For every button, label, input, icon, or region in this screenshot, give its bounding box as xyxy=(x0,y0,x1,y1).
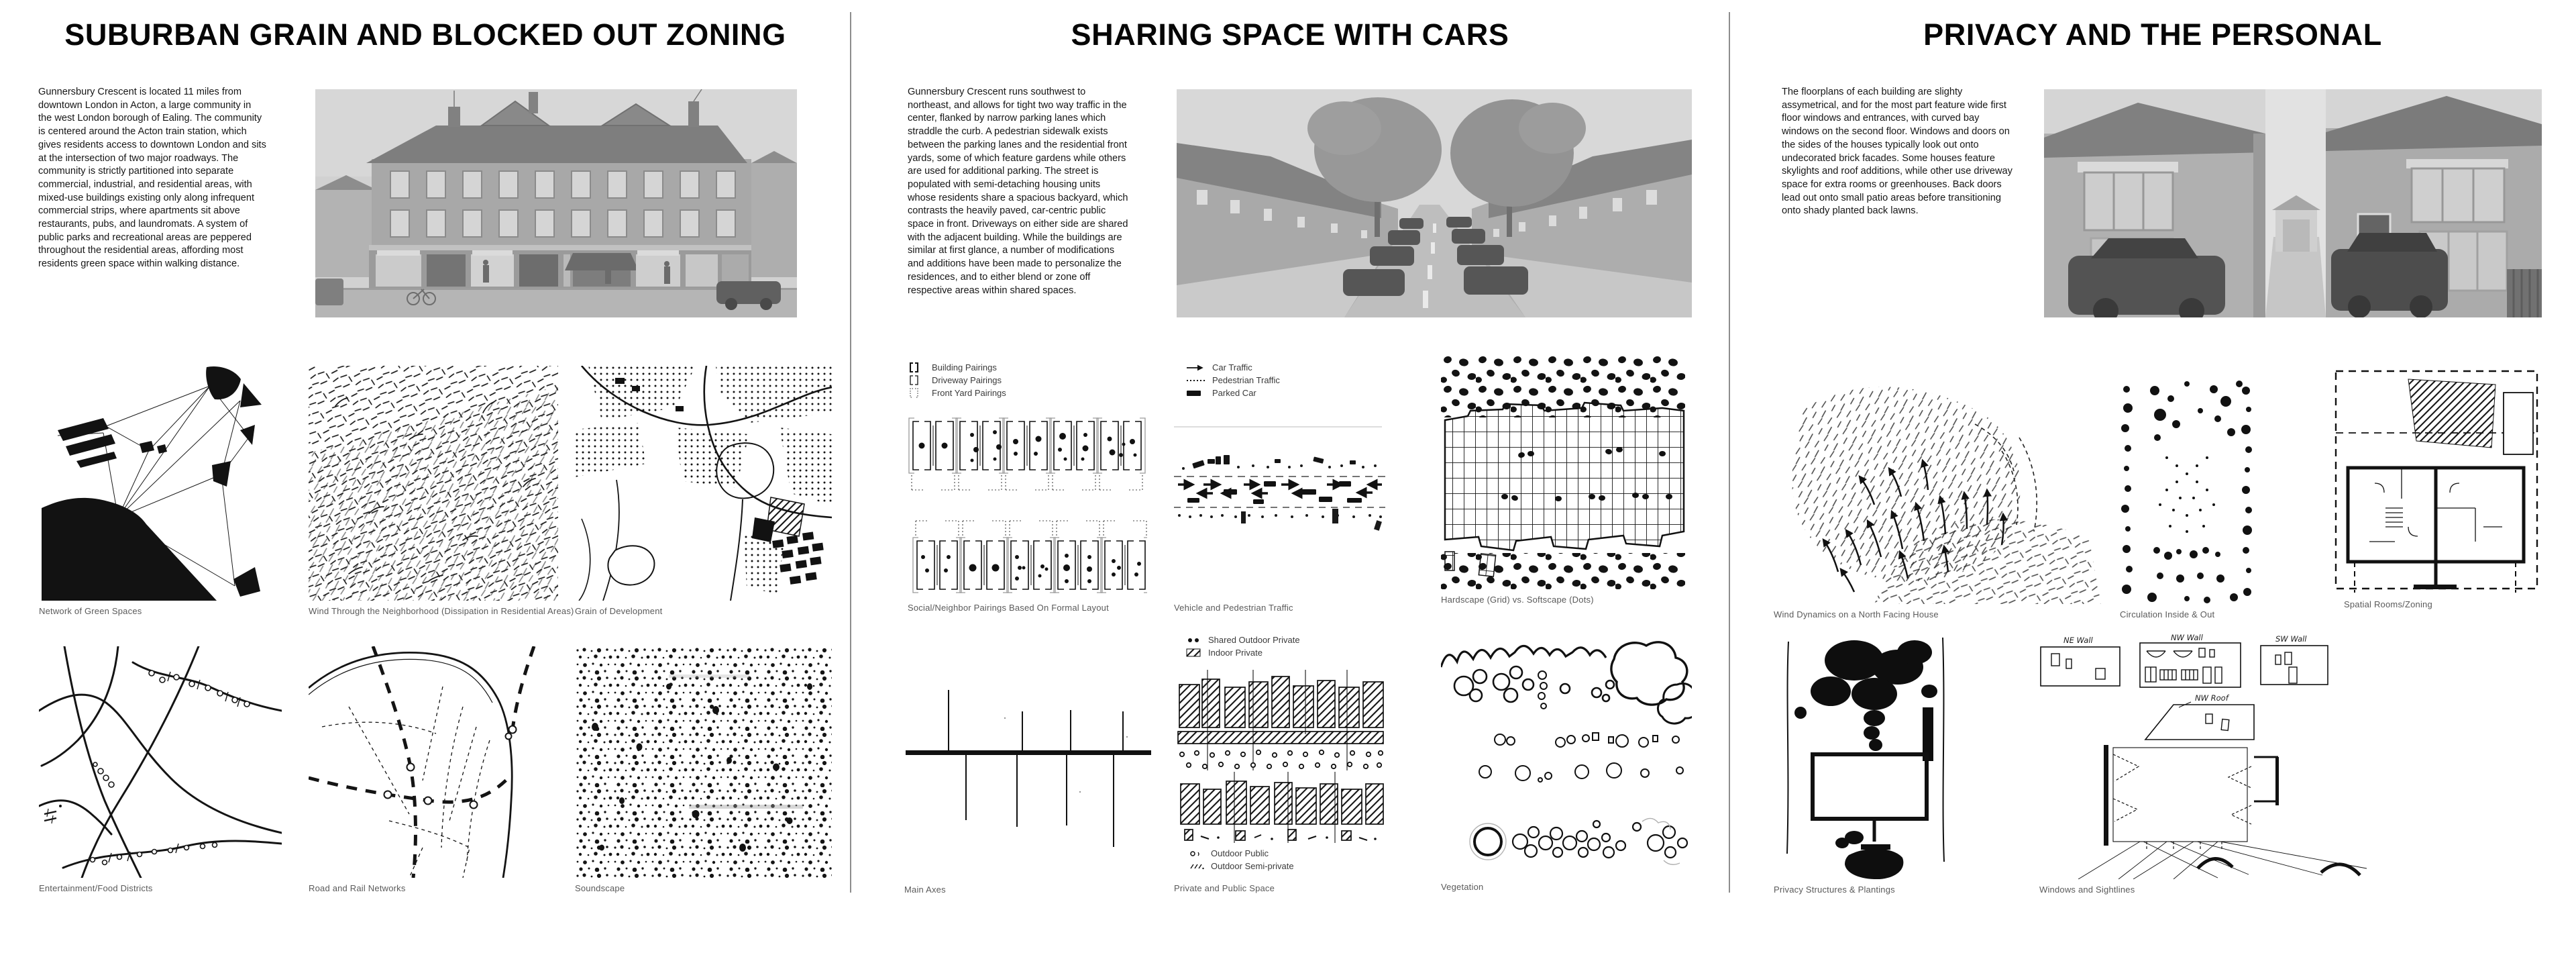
figure-circulation xyxy=(2120,370,2254,619)
panel-intro-paragraph: The floorplans of each building are slighty assymetrical, and for the most part feature wide first floor windows and entrances, with curved bay windows on the second floor. Windows and doors on the sides of the houses typically look out onto undecorated brick facades. Some houses feature skylights and roof additions, while other use driveway space for extra rooms or greenhouses. Back doors lead out onto small patio areas before transitioning onto shady planted back lawns. xyxy=(1782,87,2012,217)
legend-label: Outdoor Public xyxy=(1211,848,1269,858)
wind-dynamics-drawing xyxy=(1774,370,2101,604)
legend-private-top xyxy=(1186,634,1300,659)
soundscape-drawing xyxy=(575,646,832,878)
outdoor-semi-private-icon xyxy=(1189,862,1205,870)
road-rail-networks-drawing xyxy=(309,646,558,878)
privacy-structures-drawing xyxy=(1774,632,2006,879)
entertainment-food-districts-drawing xyxy=(39,646,282,878)
circulation-drawing xyxy=(2120,370,2254,604)
legend-private-bottom xyxy=(1189,847,1294,872)
legend-item-front-yard-pairings xyxy=(910,387,1006,399)
social-pairings-drawing xyxy=(908,415,1147,597)
figure-caption: Vegetation xyxy=(1441,882,1484,892)
front-yard-pairings-icon xyxy=(910,388,926,398)
wall-label-ne: NE Wall xyxy=(2063,636,2093,645)
legend-label: Front Yard Pairings xyxy=(932,388,1006,398)
photo-street-view xyxy=(1177,89,1692,317)
legend-pairings xyxy=(910,361,1006,399)
legend-item-driveway-pairings xyxy=(910,374,1006,387)
legend-item-indoor-private xyxy=(1186,646,1300,659)
legend-item-shared-outdoor-private xyxy=(1186,634,1300,646)
wind-dissipation-drawing xyxy=(309,366,558,601)
figure-caption: Vehicle and Pedestrian Traffic xyxy=(1174,603,1293,613)
figure-grain-of-development xyxy=(575,366,832,616)
figure-wind-dynamics xyxy=(1774,370,2101,619)
panel-title: SHARING SPACE WITH CARS xyxy=(1071,17,1509,52)
outdoor-public-icon xyxy=(1189,850,1205,858)
legend-label: Outdoor Semi-private xyxy=(1211,861,1294,871)
pedestrian-traffic-icon xyxy=(1186,377,1206,385)
roof-label-nw: NW Roof xyxy=(2195,693,2229,703)
figure-caption: Soundscape xyxy=(575,883,625,893)
spatial-zoning-drawing xyxy=(2328,366,2546,594)
building-pairings-icon xyxy=(910,362,926,372)
windows-sightlines-drawing xyxy=(2039,632,2415,879)
panel-intro-paragraph: Gunnersbury Crescent is located 11 miles from downtown London in Acton, a large community in the west London borough of Ealing. The community is centered around the Acton train station, which gives residents access to downtown London and sits at the intersection of two major roadways. The community is strictly partitioned into separate commercial, industrial, and residential areas, with mixed-use buildings existing only along infrequent commercial strips, where apartments sit above restaurants, pubs, and laundromats. A system of public parks and recreational areas are peppered throughout the residential areas, affording most residents green space within walking distance. xyxy=(38,87,266,270)
figure-caption: Spatial Rooms/Zoning xyxy=(2344,599,2432,609)
photo-street-corner-parade xyxy=(315,89,797,317)
parked-car-icon xyxy=(1186,389,1206,397)
legend-label: Building Pairings xyxy=(932,362,997,372)
panel-intro-paragraph: Gunnersbury Crescent runs southwest to northeast, and allows for tight two way traffic in the center, flanked by narrow parking lanes which straddle the curb. A pedestrian sidewalk exists between the parking lanes and the residential front yards, some of which feature gardens while others are used for additional parking. The street is populated with semi-detaching housing units whose residents share a spacious backyard, which contrasts the heavily paved, car-centric public space in front. Driveways on either side are shared with the adjacent building. While the buildings are similar at first glance, a number of modifications and additions have been made to personalize the residences, and to either blend or zone off respective areas within shared spaces. xyxy=(908,87,1128,296)
main-axes-drawing xyxy=(904,678,1154,879)
figure-caption: Grain of Development xyxy=(575,606,663,616)
figure-private-public-space xyxy=(1174,670,1385,843)
figure-caption: Social/Neighbor Pairings Based On Formal Layout xyxy=(908,603,1109,613)
legend-label: Pedestrian Traffic xyxy=(1212,375,1280,385)
legend-item-car-traffic xyxy=(1186,361,1280,374)
car-traffic-arrow-icon xyxy=(1186,364,1206,372)
panel-divider-1 xyxy=(850,12,851,893)
legend-label: Parked Car xyxy=(1212,388,1256,398)
private-public-space-drawing xyxy=(1174,670,1385,843)
figure-hardscape-softscape xyxy=(1441,354,1685,605)
legend-item-pedestrian-traffic xyxy=(1186,374,1280,387)
figure-road-rail-networks xyxy=(309,646,558,893)
figure-caption: Hardscape (Grid) vs. Softscape (Dots) xyxy=(1441,595,1594,605)
legend-traffic xyxy=(1186,361,1280,399)
indoor-private-icon xyxy=(1186,648,1202,657)
panel-divider-2 xyxy=(1729,12,1730,893)
figure-soundscape xyxy=(575,646,832,893)
figure-caption: Private and Public Space xyxy=(1174,883,1275,893)
network-of-green-spaces-drawing xyxy=(39,366,262,601)
figure-wind-dissipation xyxy=(309,366,574,616)
figure-caption: Wind Through the Neighborhood (Dissipation in Residential Areas) xyxy=(309,606,574,616)
figure-windows-sightlines xyxy=(2039,632,2415,895)
figure-caption: Windows and Sightlines xyxy=(2039,885,2135,895)
legend-label: Car Traffic xyxy=(1212,362,1252,372)
figure-spatial-zoning xyxy=(2328,366,2546,609)
figure-caption: Road and Rail Networks xyxy=(309,883,406,893)
vehicle-pedestrian-traffic-drawing xyxy=(1174,415,1385,597)
legend-item-outdoor-semi-private xyxy=(1189,860,1294,872)
panel-title: PRIVACY AND THE PERSONAL xyxy=(1923,17,2382,52)
legend-label: Shared Outdoor Private xyxy=(1208,635,1300,645)
figure-vegetation xyxy=(1441,632,1692,892)
wall-label-nw: NW Wall xyxy=(2171,633,2203,642)
legend-label: Indoor Private xyxy=(1208,648,1263,658)
hardscape-softscape-drawing xyxy=(1441,354,1685,589)
vegetation-drawing xyxy=(1441,632,1692,876)
wall-label-sw: SW Wall xyxy=(2275,634,2307,644)
figure-social-pairings xyxy=(908,415,1147,613)
figure-main-axes xyxy=(904,678,1154,895)
figure-entertainment-food-districts xyxy=(39,646,282,893)
figure-vehicle-pedestrian-traffic xyxy=(1174,415,1385,613)
figure-caption: Network of Green Spaces xyxy=(39,606,142,616)
legend-label: Driveway Pairings xyxy=(932,375,1002,385)
figure-caption: Wind Dynamics on a North Facing House xyxy=(1774,609,1939,619)
legend-item-parked-car xyxy=(1186,387,1280,399)
grain-of-development-drawing xyxy=(575,366,832,601)
photo-semi-detached-houses xyxy=(2044,89,2542,317)
shared-outdoor-private-icon xyxy=(1186,636,1202,644)
legend-item-outdoor-public xyxy=(1189,847,1294,860)
figure-caption: Entertainment/Food Districts xyxy=(39,883,153,893)
figure-network-of-green-spaces xyxy=(39,366,262,616)
figure-caption: Privacy Structures & Plantings xyxy=(1774,885,1895,895)
legend-item-building-pairings xyxy=(910,361,1006,374)
figure-caption: Main Axes xyxy=(904,885,946,895)
driveway-pairings-icon xyxy=(910,375,926,385)
panel-title: SUBURBAN GRAIN AND BLOCKED OUT ZONING xyxy=(64,17,786,52)
figure-privacy-structures xyxy=(1774,632,2006,895)
figure-caption: Circulation Inside & Out xyxy=(2120,609,2215,619)
